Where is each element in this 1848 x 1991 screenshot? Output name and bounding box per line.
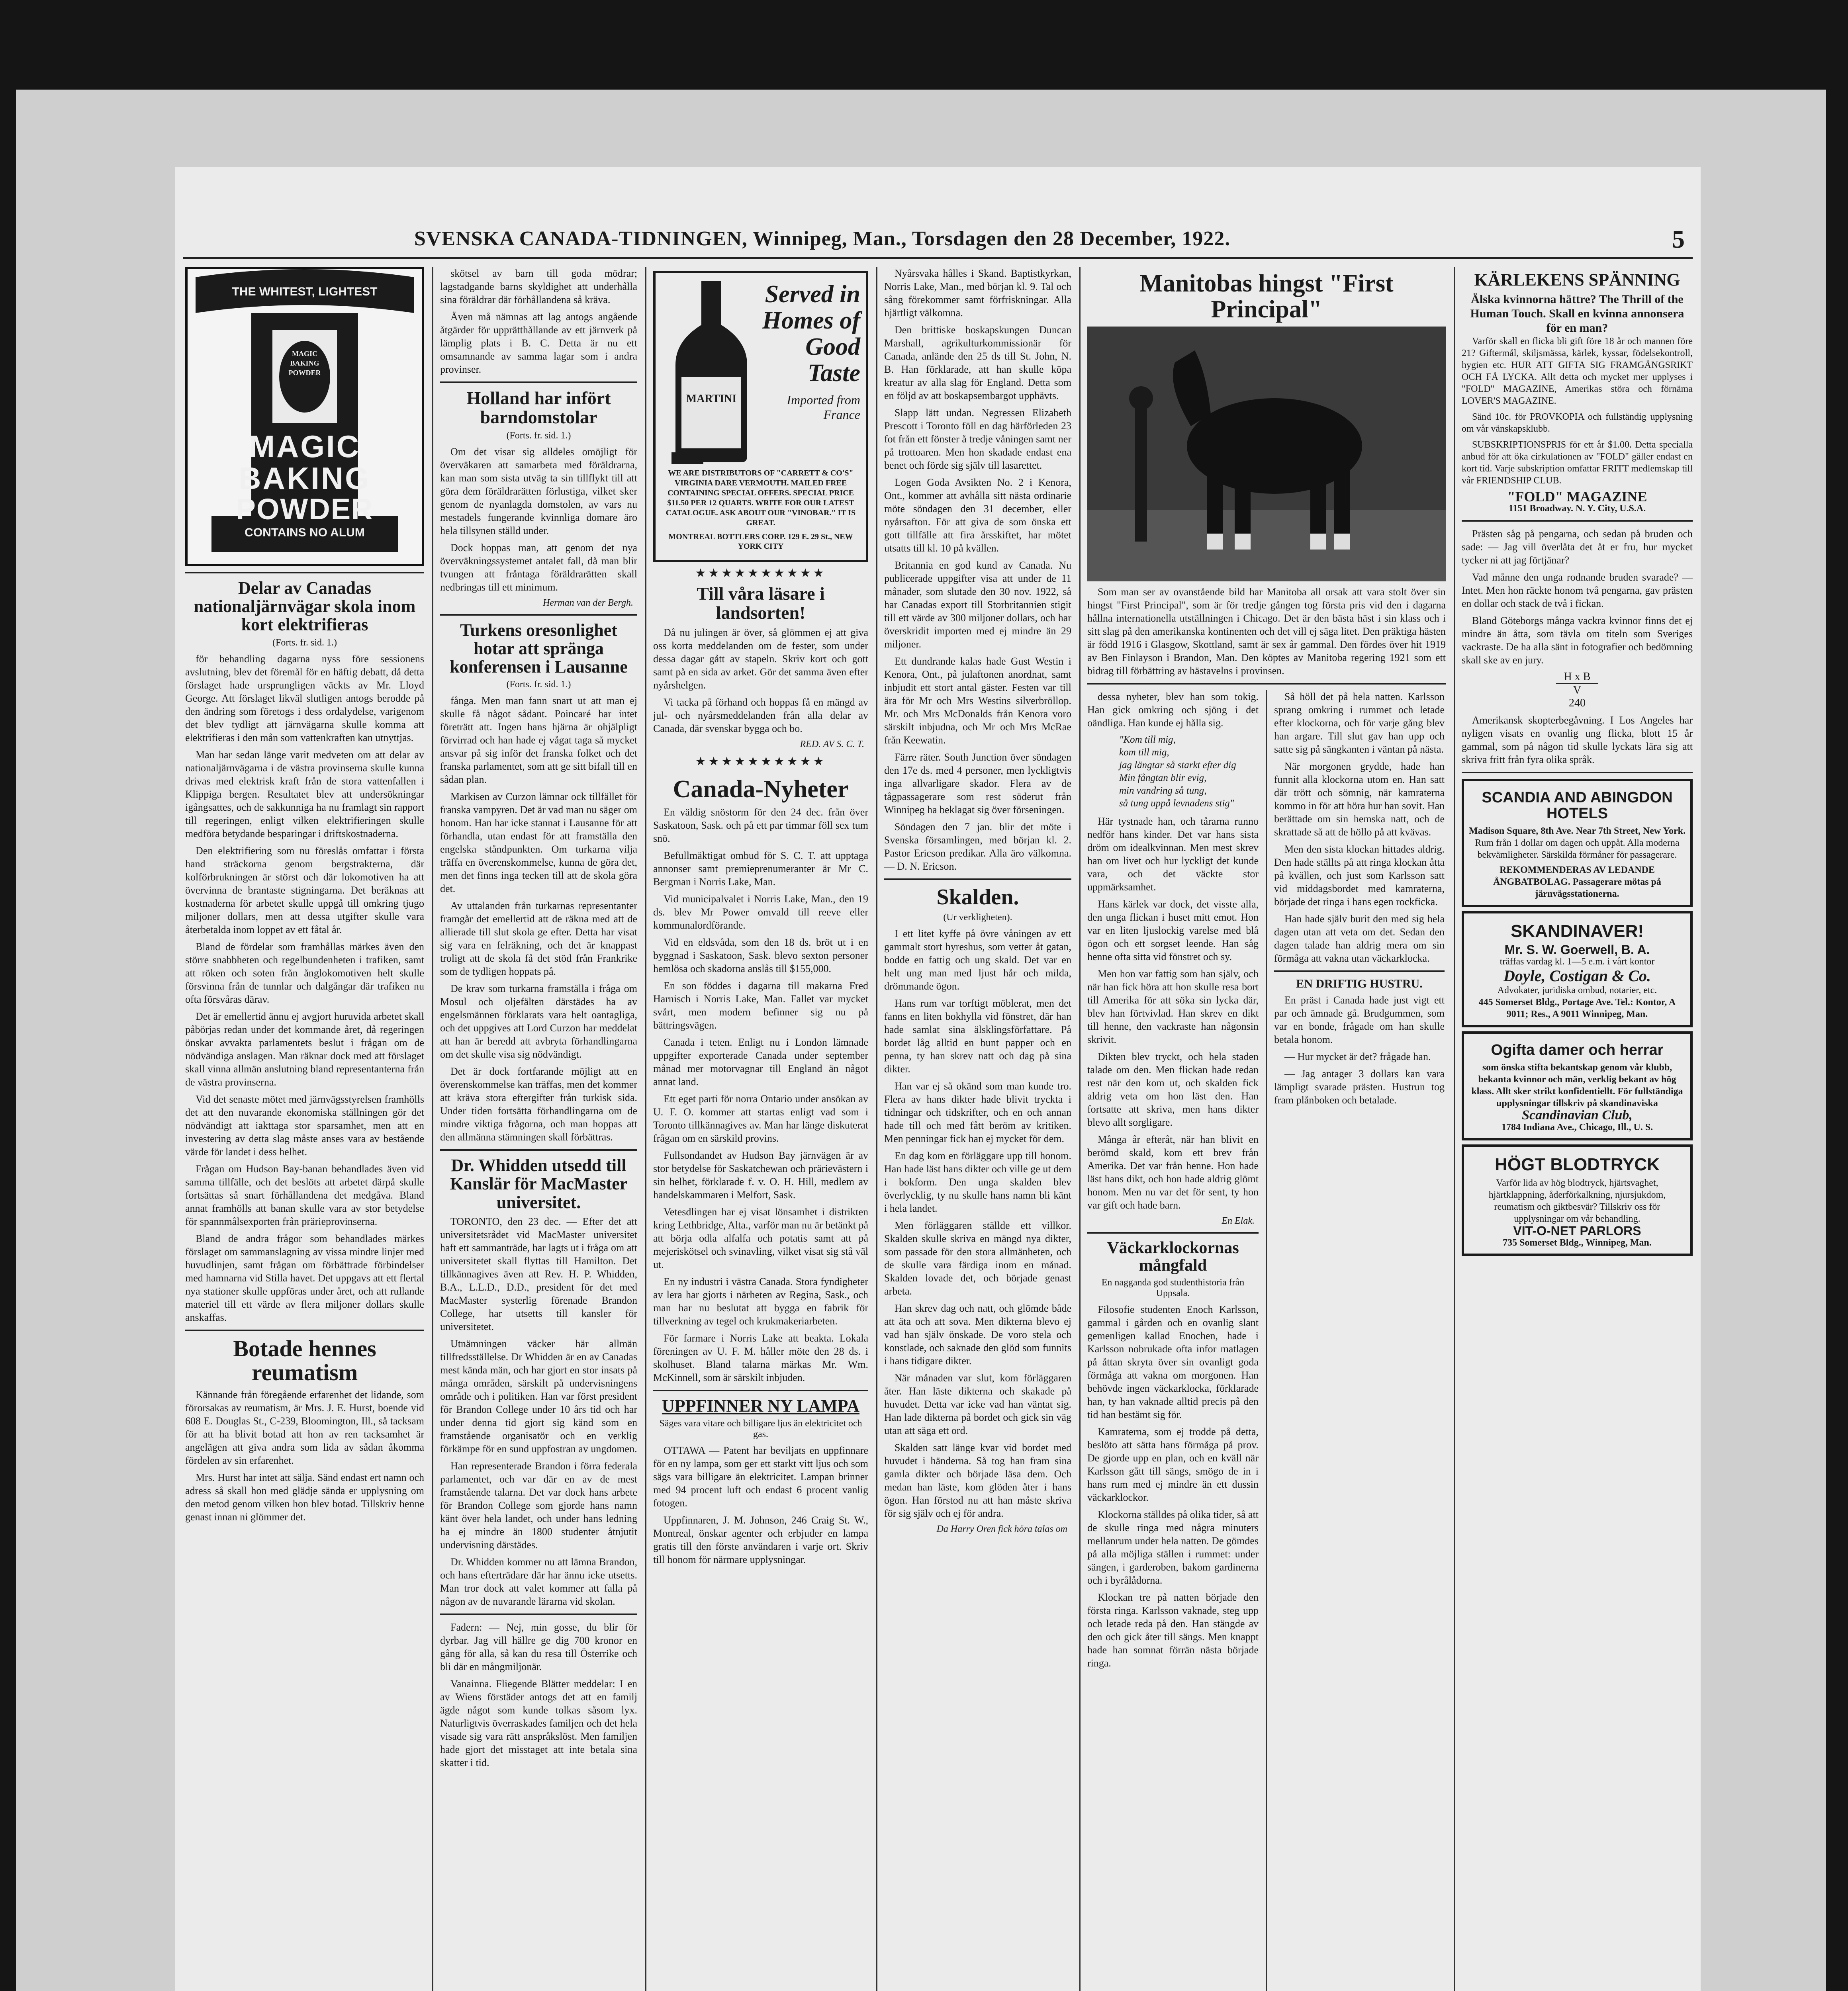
article-paragraph: Dock hoppas man, att genom det nya överväkningssystemet antalet fall, då man blir tvungen att fråntaga föräldrarätten skall nedbringas till ett minimum.	[440, 542, 637, 593]
news-item: En son föddes i dagarna till makarna Fred Harnisch i Norris Lake, Man. Fallet var mycket svårt, men modern befinner sig nu på bättringsvägen.	[653, 980, 868, 1031]
article-paragraph: Han representerade Brandon i förra federala parlamentet, och var där en av de mest framstående talarna. Det var dock hans arbete för Brandon College som gjorde hans namn känt över hela landet, och under hans ledning ha ej mindre än 1800 studenter åtnjutit undervisning därstädes.	[440, 1460, 637, 1551]
wine-bottle-icon	[664, 281, 759, 464]
news-item: För farmare i Norris Lake att beakta. Lokala föreningen av U. F. M. håller möte den 28 ds. i skolhuset. Bland talarna märkas Mr. Wm. McKinnell, som är särskilt inbjuden.	[653, 1332, 868, 1383]
column-divider	[645, 267, 646, 1991]
vackar-headline: Väckarklockornas mångfald	[1107, 1239, 1239, 1275]
section-rule	[440, 381, 637, 383]
driftig-headline: EN DRIFTIG HUSTRU.	[1296, 977, 1423, 991]
article-paragraph: En präst i Canada hade just vigt ett par och ämnade gå. Brudgummen, som var en bonde, frågade om han skulle betala honom.	[1274, 994, 1445, 1045]
poem-line: Min fångtan blir evig,	[1119, 773, 1207, 784]
article-paragraph: Han var ej så okänd som man kunde tro. Flera av hans dikter hade blivit tryckta i tidningar och tidskrifter, och en och annan hade till och med fått beröm av kritiken. Men penningar fick han ej mycket för dem.	[884, 1080, 1071, 1144]
column-2	[440, 267, 637, 1991]
news-item: Canada i teten. Enligt nu i London lämnade uppgifter exporterade Canada under september månad mer motorvagnar till England än något annat land.	[653, 1036, 868, 1087]
article-paragraph: Markisen av Curzon lämnar ock tillfället för franska vampyren. Det är vad man nu säger om honom. Han har icke stannat i Lausanne för att förhandla, utan endast för att framställa den engelska ståndpunkten. Om turkarna vilja träffa en överenskommelse, kunna de göra det, men det finns inga tecken till att de skola göra det.	[440, 791, 637, 895]
article-paragraph: Utnämningen väcker här allmän tillfredsställelse. Dr Whidden är en av Canadas mest kända män, och har gjort en stor insats på många områden, särskilt på undervisningens område och i politiken. Han var först president för Brandon College under 10 års tid och har under denna tid gjort sig känd som en framstående organisatör och en verklig förkämpe för en sund uppfostran av ungdomen.	[440, 1338, 637, 1455]
article-paragraph: Klockan tre på natten började den första ringa. Karlsson vaknade, steg upp och letade reda på den. Han stängde av den och gick åter till sängs. Men knappt hade han somnat förrän nästa började ringa.	[1087, 1592, 1259, 1669]
article-paragraph: Om det visar sig alldeles omöjligt för överväkaren att samarbeta med föräldrarna, kan man som sista utväg ta sin tillflykt till att göra dem föräldrarätten förlustiga, vilket sker genom de nyanlagda domstolen, av vars nu mestadels fungerande kvinnliga domare äro hela tillsynen ställd under.	[440, 446, 637, 536]
article-paragraph: fånga. Men man fann snart ut att man ej skulle få något sådant. Poincaré har intet företrätt att. Ingen hans hjärna är ohjälpligt förvirrad och han hade ej vågat taga så mycket ansvar på sig inför det franska folket och det franska parlamentet, som att ge sitt bifall till en sådan plan.	[440, 695, 637, 786]
article-paragraph: Skalden satt länge kvar vid bordet med huvudet i händerna. Så tog han fram sina gamla dikter och började läsa dem. Och medan han läste, kom glöden åter i hans ögon. Han förstod nu att han måste skriva för sig själv och ej för andra.	[884, 1441, 1071, 1519]
section-rule	[185, 1330, 424, 1331]
column-1	[185, 267, 424, 1991]
ad-headline: Ogifta damer och herrar	[1491, 1042, 1664, 1059]
magazine-address: 1151 Broadway. N. Y. City, U.S.A.	[1508, 503, 1646, 514]
ad-top-text: THE WHITEST, LIGHTEST	[232, 285, 378, 298]
article-paragraph: Kännande från föregående erfarenhet det lidande, som förorsakas av reumatism, är Mrs. J. E. Hurst, boende vid 608 E. Douglas St., C-239, Bloomington, Ill., så tacksam för att ha blivit botad att hon av ren tacksamhet är angelägen att giva andra som lida av sådan åkomma fördelen av sin erfarenhet.	[185, 1389, 424, 1467]
article-paragraph: Men förläggaren ställde ett villkor. Skalden skulle skriva en mängd nya dikter, som passade för den stora allmänheten, och de skulle vara färdiga inom en månad. Skalden lovade det, och började genast arbeta.	[884, 1219, 1071, 1297]
article-headline: Delar av Canadas nationaljärnvägar skola inom kort elektrifieras	[194, 578, 416, 635]
news-item: Logen Goda Avsikten No. 2 i Kenora, Ont., kommer att avhålla sitt nästa ordinarie möte söndagen den 31 december, eller nyårsafton. För att giva de som önska ett gott tillfälle att fira årsskiftet, har mötet utsatts till kl. 10 på kvällen.	[884, 477, 1071, 554]
canada-nyheter-headline: Canada-Nyheter	[673, 775, 849, 803]
skandinaver-ad	[1462, 911, 1693, 1027]
lawyer-name: Mr. S. W. Goerwell, B. A.	[1504, 943, 1650, 957]
article-paragraph: Prästen såg på pengarna, och sedan på bruden och sade: — Jag vill överlåta det åt er fru, hur mycket tycker ni att jag förtjänar?	[1462, 528, 1693, 566]
news-item: Nyårsvaka hålles i Skand. Baptistkyrkan, Norris Lake, Man., med början kl. 9. Tal och sång förekommer samt förfriskningar. Alla hjärtligt välkomna.	[884, 268, 1071, 319]
ogifta-ad	[1462, 1031, 1693, 1140]
page-number: 5	[1672, 225, 1685, 253]
column-5-divider	[1266, 690, 1267, 1991]
section-rule	[440, 1614, 637, 1615]
news-item: Vid en eldsvåda, som den 18 ds. bröt ut i en byggnad i Saskatoon, Sask. blevo sexton personer hemlösa och skadorna anslås till $155,000.	[653, 936, 868, 974]
section-rule	[1087, 1232, 1259, 1234]
article-paragraph: Mrs. Hurst har intet att sälja. Sänd endast ert namn och adress så skall hon med glädje sända er upplysning om den metod genom vilken hon blev botad. Tillskriv henne genast innan ni glömmer det.	[185, 1472, 424, 1523]
formula-denominator: V	[1573, 684, 1582, 697]
formula-value: 240	[1569, 697, 1586, 710]
article-paragraph: Man har sedan länge varit medveten om att delar av nationaljärnvägarna i de västra provinserna skulle kunna drivas med elektrisk kraft från de stora vattenfallen i Klippiga bergen. Resultatet blev att undersökningar igångsattes, och de sakkunniga ha nu framlagt sin rapport till regeringen, enligt vilken elektrifieringen skulle medföra betydande besparingar i driftskostnaderna.	[185, 749, 424, 839]
ad-text: Varför skall en flicka bli gift före 18 år och mannen före 21? Giftermål, skiljsmässa, kärlek, kyssar, födelsekontroll, hygien etc. HUR ATT GIFTA SIG FRAMGÅNGSRIKT OCH FÅ LYCKA. Allt detta och mycket mer upplyses i "FOLD" MAGAZINE, Amerikas störa och förnäma LOVER'S MAGAZINE.	[1462, 336, 1693, 407]
masthead-title: SVENSKA CANADA-TIDNINGEN, Winnipeg, Man., Torsdagen den 28 December, 1922.	[414, 227, 1231, 250]
article-paragraph: Frågan om Hudson Bay-banan behandlades även vid samma tillfälle, och det beslöts att arbetet därpå skulle fortsättas så snart förhållandena det medgåva. Bland annat framhölls att banan skulle vara av stor betydelse för spannmålsexporten från prärieprovinserna.	[185, 1163, 424, 1227]
article-paragraph: När månaden var slut, kom förläggaren åter. Han läste dikterna och skakade på huvudet. Detta var icke vad han väntat sig. Han lade dikterna på bordet och gick sin väg utan att säga ett ord.	[884, 1372, 1071, 1436]
column-divider	[1454, 267, 1455, 1991]
poem-line: kom till mig,	[1119, 747, 1169, 758]
article-paragraph: Men hon var fattig som han själv, och när han fick höra att hon skulle resa bort till Amerika för att söka sin lycka där, blev han förtvivlad. Han skrev en dikt till henne, den vackraste han någonsin skrivit.	[1087, 968, 1259, 1046]
club-name: Scandinavian Club,	[1522, 1108, 1633, 1123]
column-6	[1462, 267, 1693, 1991]
news-item: Slapp lätt undan. Negressen Elizabeth Prescott i Toronto föll en dag härförleden 23 fot från ett fönster å tredje våningen samt ner på trottoaren. Men hon skadade endast ena benet och förde sig själv till lasarettet.	[884, 407, 1071, 471]
ad-text: Sänd 10c. för PROVKOPIA och fullständig upplysning om vår vänskapsklubb.	[1462, 412, 1693, 434]
served-in-homes-ad	[653, 271, 868, 562]
magazine-name: "FOLD" MAGAZINE	[1507, 489, 1647, 505]
article-paragraph: Amerikansk skopterbegåvning. I Los Angeles har nyligen visats en ovanlig ung flicka, blott 15 år gammal, som på någon tid skulle lyckats lära sig att skriva fritt från fyra olika språk.	[1462, 714, 1693, 766]
article-paragraph: Klockorna ställdes på olika tider, så att de skulle ringa med några minuters mellanrum under hela natten. De gömdes på alla möjliga ställen i rummet: under sängen, i garderoben, bakom gardinerna och i byrålådorna.	[1087, 1509, 1259, 1586]
news-item: Britannia en god kund av Canada. Nu publicerade uppgifter visa att under de 11 månader, som slutade den 30 nov. 1922, så har Canadas export till Storbritannien stigit till ett värde av 300 miljoner dollars, och har överskridit importen med ej mindre än 29 miljoner.	[884, 559, 1071, 650]
article-paragraph: Han hade själv burit den med sig hela dagen utan att veta om det. Sedan den dagen talade han aldrig mera om sin förmåga att vakna utan väckarklocka.	[1274, 913, 1445, 964]
lasare-headline: Till våra läsare i landsorten!	[697, 583, 825, 623]
article-paragraph: OTTAWA — Patent har beviljats en uppfinnare för en ny lampa, som ger ett starkt vitt ljus och som sägs vara billigare än elektricitet. Lampan brinner med 94 procent luft och endast 6 procent vanlig fotogen.	[653, 1444, 868, 1509]
masthead	[175, 227, 1701, 259]
column-5-left	[1087, 690, 1259, 1674]
article-paragraph: för behandling dagarna nyss före sessionens avslutning, blev det föremål för en häftig debatt, då detta förslaget hade ursprungligen väckts av Mr. Lloyd George. Att förslaget likväl slutligen antogs berodde på den ändring som företogs i dess ordalydelse, varigenom det blev tydligt att järnvägarna skulle komma att elektrifieras i den mån som vattenkraften kan utnyttjas.	[185, 653, 424, 743]
article-paragraph: Hans rum var torftigt möblerat, men det fanns en liten bokhylla vid fönstret, där han hade samlat sina älsklingsförfattare. På bordet låg alltid en bunt papper och en penna, ty han skrev natt och dag på sina dikter.	[884, 997, 1071, 1075]
article-paragraph: Bland de fördelar som framhållas märkes även den större snabbheten och regelbundenheten i trafiken, samt att röken och soten från ånglokomotiven helt skulle försvinna från de tunnlar och dalgångar där trafiken nu ofta försvåras därav.	[185, 941, 424, 1005]
poem-line: jag längtar så starkt efter dig	[1119, 760, 1236, 771]
column-5-right	[1274, 690, 1445, 1111]
article-paragraph: Han skrev dag och natt, och glömde både att äta och att sova. Men dikterna blevo ej vad han själv önskade. De voro stela och konstlade, och saknade den glöd som funnits i hans tidigare dikter.	[884, 1302, 1071, 1367]
article-paragraph: Vid det senaste mötet med järnvägsstyrelsen framhölls det att den nuvarande ekonomiska ställningen gör det nödvändigt att iakttaga stor sparsamhet, men att en investering av detta slag måste anses vara av bestående värde för landet i dess helhet.	[185, 1093, 424, 1158]
section-rule	[1462, 772, 1693, 773]
article-paragraph: — Hur mycket är det? frågade han.	[1284, 1050, 1431, 1062]
news-item: Söndagen den 7 jan. blir det möte i Svenska församlingen, med början kl. 2. Pastor Ericson predikar. Alla äro välkomna. — D. N. Ericson.	[884, 821, 1071, 872]
column-divider	[432, 267, 433, 1991]
uppfinner-headline: UPPFINNER NY LAMPA	[662, 1396, 860, 1416]
horse-photo	[1087, 327, 1446, 581]
poem-line: så tung uppå levnadens stig"	[1119, 798, 1234, 809]
news-item: Befullmäktigat ombud för S. C. T. att upptaga annonser samt premieprenumeranter är Mr C. Bergman i Norris Lake, Man.	[653, 849, 868, 888]
column-divider	[876, 267, 877, 1991]
article-paragraph: TORONTO, den 23 dec. — Efter det att universitetsrådet vid MacMaster universitet haft ett sammanträde, har lagts ut i fråga om att universitetet skall flyttas till Hamilton. Det tillkännagives även att Rev. H. P. Whidden, B.A., L.L.D., D.D., president för det med MacMaster systerlig förenade Brandon College, har utsetts till kansler för universitetet.	[440, 1215, 637, 1332]
article-paragraph: Den elektrifiering som nu föreslås omfattar i första hand sträckorna genom bergstrakterna, där kolförbrukningen är störst och där lokomotiven ha att övervinna de brantaste stigningarna. Det beräknas att kostnaderna för arbetet skulle uppgå till omkring tjugo miljoner dollars, men att dessa utgifter skulle vara återbetalda inom loppet av ett fåtal år.	[185, 845, 424, 935]
article-paragraph: Även må nämnas att lag antogs angående åtgärder för upprätthållande av ett järnverk på lämplig plats i B. C. Detta är nu ett omsamnande av samma lagar som i andra provinser.	[440, 311, 637, 375]
article-paragraph: — Jag antager 3 dollars kan vara lämpligt svarade prästen. Hustrun tog fram plånboken och betalade.	[1274, 1068, 1445, 1106]
can-label: MAGIC BAKING POWDER	[288, 350, 321, 377]
section-rule	[653, 1390, 868, 1391]
stars-border: ★★★★★★★★★★	[695, 567, 826, 580]
column-4	[884, 267, 1071, 1991]
ad-company: MONTREAL BOTTLERS CORP. 129 E. 29 St., NEW YORK CITY	[668, 532, 853, 551]
blodtryck-ad	[1462, 1144, 1693, 1256]
news-item: Fullsondandet av Hudson Bay järnvägen är av stor betydelse för Saskatchewan och prärievästern i sin helhet, förklarade f. v. O. H. Hill, medlem av handelskammaren i Melfort, Sask.	[653, 1149, 868, 1201]
ad-body: träffas vardag kl. 1—5 e.m. i vårt kontor	[1500, 956, 1655, 967]
ad-footer: REKOMMENDERAS AV LEDANDE ÅNGBATBOLAG. Passagerare mötas på järnvägsstationerna.	[1493, 864, 1661, 899]
section-rule	[440, 614, 637, 616]
karlek-headline: KÄRLEKENS SPÄNNING	[1474, 270, 1680, 289]
stars-border: ★★★★★★★★★★	[695, 755, 826, 768]
firm-name: Doyle, Costigan & Co.	[1503, 967, 1651, 985]
article-paragraph: dessa nyheter, blev han som tokig. Han gick omkring och sjöng i det oändliga. Han kunde ej hålla sig.	[1087, 691, 1259, 729]
ad-word-powder: POWDER	[236, 493, 374, 526]
section-rule	[185, 572, 424, 573]
article-paragraph: Bland de andra frågor som behandlades märkes förslaget om sammanslagning av vissa mindre linjer med huvudlinjen, samt frågan om förbättrade förbindelser med hamnarna vid Stilla havet. Det uppgavs att ett flertal nya stationer skulle uppföras under året, och att rullande materiel till ett värde av flera miljoner dollars skulle anskaffas.	[185, 1232, 424, 1323]
ad-imported-text: Imported from France	[787, 393, 860, 422]
ad-body: som önska stifta bekantskap genom vår klubb, bekanta kvinnor och män, verklig bekant av hög klass. Allt sker strikt konfidentiellt. För fullständiga upplysningar tillskriv på skandinaviska	[1471, 1062, 1683, 1109]
article-paragraph: Fadern: — Nej, min gosse, du blir för dyrbar. Jag vill hällre ge dig 700 kronor en gång för alla, så kan du resa till Österrike och bli där en mångmiljonär.	[440, 1621, 637, 1672]
formula	[1462, 671, 1693, 710]
author-signature: Herman van der Bergh.	[542, 597, 633, 608]
article-paragraph: Dr. Whidden kommer nu att lämna Brandon, och hans efterträdare där har ännu icke utsetts. Man tror dock att valet kommer att falla på någon av de nuvarande lärarna vid skolan.	[440, 1556, 637, 1607]
skalden-subheadline: (Ur verkligheten).	[943, 912, 1012, 923]
article-paragraph: Det är dock fortfarande möjligt att en överenskommelse kan träffas, men det kommer att kräva stora eftergifter från turkisk sida. Under tiden fortsätta förhandlingarna om de mindre viktiga frågorna, och man hoppas att den allmänna stämningen skall förbättras.	[440, 1066, 637, 1143]
bottle-label: MARTINI	[686, 393, 737, 405]
ad-headline: SCANDIA AND ABINGDON HOTELS	[1482, 789, 1673, 822]
holland-headline: Holland har infört barndomstolar	[466, 388, 611, 428]
article-paragraph: Vanainna. Fliegende Blätter meddelar: I en av Wiens förstäder antogs det att en familj ägde något som kunde tolkas såsom lyx. Naturligtvis överraskades familjen och det hela visade sig vara rätt anspråkslöst. Men familjen hade gjort det misstaget att inte betala sina skatter i tid.	[440, 1678, 637, 1768]
section-rule	[1462, 520, 1693, 522]
ad-address: Madison Square, 8th Ave. Near 7th Street, New York.	[1469, 825, 1686, 836]
article-paragraph: Här tystnade han, och tårarna runno nedför hans kinder. Det var hans sista dröm om idealkvinnan. Men mest skrev han om livet och hur lyckligt det kunde vara, och det väckte stor uppmärksamhet.	[1087, 816, 1259, 893]
ad-word-magic: MAGIC	[249, 429, 360, 464]
article-paragraph: Men den sista klockan hittades aldrig. Den hade ställts på att ringa klockan åtta på kvällen, och just som Karlsson satt vid middagsbordet med kamraterna, började det ringa i hans egen rockficka.	[1274, 843, 1445, 908]
article-paragraph: Så höll det på hela natten. Karlsson sprang omkring i rummet och letade efter klockorna, och för varje gång blev han argare. Till slut gav han upp och satte sig på sängkanten i väntan på nästa.	[1274, 691, 1445, 755]
article-paragraph: De krav som turkarna framställa i fråga om Mosul och oljefälten därstädes ha av engelsmännen förklarats vara helt oantagliga, och det uppgives att Lord Curzon har meddelat att han är beredd att avbryta förhandlingarna om det skulle visa sig nödvändigt.	[440, 983, 637, 1060]
firm-description: Advokater, juridiska ombud, notarier, etc.	[1497, 985, 1657, 996]
section-rule	[884, 878, 1071, 880]
ad-body-text: WE ARE DISTRIBUTORS OF "CARRETT & CO'S" VIRGINIA DARE VERMOUTH. MAILED FREE CONTAINING SPECIAL OFFERS. SPECIAL PRICE $11.50 PER 12 QUARTS. WRITE FOR OUR LATEST CATALOGUE. ASK ABOUT OUR "VINOBAR." IT IS GREAT.	[666, 469, 856, 527]
ad-headline: Served in Homes of Good Taste	[762, 281, 860, 387]
continuation-line: Da Harry Oren fick höra talas om	[936, 1524, 1067, 1534]
masthead-rule	[183, 257, 1693, 259]
poem	[1119, 733, 1259, 810]
poem-line: "Kom till mig,	[1119, 734, 1176, 745]
editor-signature: RED. AV S. C. T.	[800, 739, 864, 749]
news-item: Ett eget parti för norra Ontario under ansökan av U. F. O. kommer att startas enligt vad som i Toronto tillkännagives av. Man har länge diskuterat frågan om en särskild provins.	[653, 1093, 868, 1144]
club-address: 1784 Indiana Ave., Chicago, Ill., U. S.	[1501, 1122, 1653, 1133]
column-divider	[1079, 267, 1081, 1991]
news-item: Den brittiske boskapskungen Duncan Marshall, agrikulturkommissionär för Canada, anlände den 25 ds till St. John, N. B. Han förklarade, att han skulle köpa kreatur av alla slag för England. Detta som en följd av att boskapsembargot upphävts.	[884, 324, 1071, 401]
company-address: 735 Somerset Bldg., Winnipeg, Man.	[1503, 1238, 1652, 1248]
news-item: Vid municipalvalet i Norris Lake, Man., den 19 ds. blev Mr Power omvald till reeve eller kommunalordförande.	[653, 893, 868, 931]
news-item: En ny industri i västra Canada. Stora fyndigheter av lera har gjorts i närheten av Regina, Sask., och man har nu beslutat att bygga en fabrik för tillverkning av tegel och krukmakeriarbeten.	[653, 1275, 868, 1327]
article-paragraph: Bland Göteborgs många vackra kvinnor finns det ej mindre än åtta, som tävla om titeln som Sveriges vackraste. De ha alla sänt in fotografier och bedömning skall ske av en jury.	[1462, 615, 1693, 666]
column-3	[653, 267, 868, 1991]
uppfinner-subheadline: Säges vara vitare och billigare ljus än elektricitet och gas.	[659, 1418, 862, 1439]
horse-headline: Manitobas hingst "First Principal"	[1139, 270, 1394, 323]
article-paragraph: När morgonen grydde, hade han funnit alla klockorna utom en. Han satt där trött och sömnig, när kamraterna kommo in för att höra hur han sovit. Han berättade om sin hemska natt, och de skrattade så att de höllo på att kvävas.	[1274, 761, 1445, 838]
continued-note: (Forts. fr. sid. 1.)	[506, 679, 571, 690]
news-item: En väldig snöstorm för den 24 dec. från över Saskatoon, Sask. och på ett par timmar föll sex tum snö.	[653, 806, 868, 844]
skalden-headline: Skalden.	[936, 885, 1019, 909]
firm-address: 445 Somerset Bldg., Portage Ave. Tel.: Kontor, A 9011; Res., A 9011 Winnipeg, Man.	[1478, 997, 1676, 1020]
whidden-headline: Dr. Whidden utsedd till Kanslär för MacMaster universitet.	[450, 1156, 628, 1212]
article-paragraph: Filosofie studenten Enoch Karlsson, gammal i gården och en ovanlig slant gemenligen kallad Enochen, hade i Karlsson nobrukade ofta infor matlagen på åttan skryta över sin ovanligt goda förmåga att vakna om morgonen. Han behövde ingen väckarklocka, förklarade han, ty han vaknade alltid precis på den tid han bestämt sig för.	[1087, 1304, 1259, 1421]
newspaper-page	[175, 167, 1701, 1991]
karlek-subheadline: Älska kvinnorna hättre? The Thrill of the Human Touch. Skall en kvinna annonsera för en man?	[1470, 293, 1684, 335]
news-item: Ett dundrande kalas hade Gust Westin i Kenora, Ont., på julaftonen anordnat, samt inbjudit ett stort antal gäster. Festen var till ära för Mr och Mrs Westins silverbröllop. Mr. och Mrs McDonalds från Kenora voro särskilt inbjudna, och Mr och Mrs McRae från Keewatin.	[884, 655, 1071, 746]
article-paragraph: Av uttalanden från turkarnas representanter framgår det emellertid att de räkna med att de allierade till slut skola ge efter. Detta har visat sig vara en felräkning, och det är knappast troligt att de skola få det stöd från Frankrike som de tydligen hoppats på.	[440, 900, 637, 978]
ad-bottom-text: CONTAINS NO ALUM	[245, 526, 365, 539]
news-item: Vetesdlingen har ej visat lönsamhet i distrikten kring Lethbridge, Alta., varför man nu är betänkt på att börja odla alfalfa och potatis samt att på mejeriskötsel och svinavling, vilket visat sig stå väl ut.	[653, 1206, 868, 1270]
continued-note: (Forts. fr. sid. 1.)	[506, 430, 571, 441]
news-item: Färre räter. South Junction över söndagen den 17e ds. med 4 personer, men lyckligtvis inga allvarligare skador. Flera av de tågpassagerare som rest söderut från Winnipeg ha beklagat sig över förseningen.	[884, 751, 1071, 816]
article-paragraph: Vad månne den unga rodnande bruden svarade? — Intet. Men hon räckte honom två pengarna, gav prästen en dollar och stack de två i fickan.	[1462, 571, 1693, 610]
ad-headline: HÖGT BLODTRYCK	[1495, 1155, 1660, 1175]
formula-numerator: H x B	[1556, 671, 1599, 684]
article-paragraph: Vi tacka på förhand och hoppas få en mängd av jul- och nyårsmeddelanden från alla delar av Canada, där svenskar bygga och bo.	[653, 696, 868, 734]
article-paragraph: Kamraterna, som ej trodde på detta, beslöto att sätta hans förmåga på prov. De gjorde upp en plan, och en kväll när Karlsson gått till sängs, smögo de in i hans rum med ej mindre än ett dussin väckarklockor.	[1087, 1426, 1259, 1504]
article-paragraph: En dag kom en förläggare upp till honom. Han hade läst hans dikter och ville ge ut dem i bokform. Den unga skalden blev överlycklig, ty nu skulle hans namn bli känt i hela landet.	[884, 1150, 1071, 1214]
magic-baking-powder-ad	[185, 267, 424, 566]
section-rule	[1087, 683, 1446, 685]
article-paragraph: Dikten blev tryckt, och hela staden talade om den. Men flickan hade redan rest när den kom ut, och skalden fick aldrig veta om hon läst den. Han fortsatte att skriva, men hans dikter blevo allt sorgligare.	[1087, 1051, 1259, 1128]
article-paragraph: skötsel av barn till goda mödrar; lagstadgande barns skyldighet att underhålla sina föräldrar där förhållandena så kräva.	[440, 268, 637, 305]
article-paragraph: Många år efteråt, när han blivit en berömd skald, kom ett brev från Amerika. Det var från henne. Hon hade läst hans dikt, och hon hade aldrig glömt honom. Men nu var det för sent, ty hon var gift och hade barn.	[1087, 1134, 1259, 1211]
ad-body: Varför lida av hög blodtryck, hjärtsvaghet, hjärtklappning, åderförkalkning, njursjukdom, reumatism och giktbesvär? Tillskriv oss för upplysningar om vår behandling.	[1488, 1178, 1666, 1224]
ad-body: Rum från 1 dollar om dagen och uppåt. Alla moderna bekvämligheter. Särskilda förmåner för passagerare.	[1475, 837, 1680, 860]
botade-headline: Botade hennes reumatism	[233, 1335, 376, 1386]
article-paragraph: I ett litet kyffe på övre våningen av ett gammalt stort hyreshus, som vetter åt gatan, bodde en fattig och ung skald. Det var en helt ung man med ljust hår och milda, drömmande ögon.	[884, 927, 1071, 992]
horse-icon	[1087, 327, 1446, 581]
section-rule	[1274, 970, 1445, 972]
article-paragraph: Hans kärlek var dock, det visste alla, den unga flickan i huset mitt emot. Hon var en liten ljuslockig varelse med blå ögon och ett sorgset leende. Han såg henne ofta sitta vid fönstret och sy.	[1087, 898, 1259, 963]
author-signature: En Elak.	[1222, 1216, 1255, 1226]
article-paragraph: Uppfinnaren, J. M. Johnson, 246 Craig St. W., Montreal, önskar agenter och erbjuder en lampa gratis till den förste användaren i varje ort. Skriv till honom för närmare upplysningar.	[653, 1514, 868, 1565]
continued-note: (Forts. fr. sid. 1.)	[272, 637, 337, 648]
poem-line: min vandring så tung,	[1119, 785, 1207, 796]
vackar-subheadline: En nagganda god studenthistoria från Uppsala.	[1101, 1277, 1245, 1299]
scandia-hotels-ad	[1462, 779, 1693, 907]
company-name: VIT-O-NET PARLORS	[1513, 1224, 1641, 1238]
article-paragraph: Då nu julingen är över, så glömmen ej att giva oss korta meddelanden om de fester, som under dessa dagar gått av stapeln. Skriv kort och gott samt på en sida av arket. Gör det samma även efter nyårshelgen.	[653, 626, 868, 691]
turken-headline: Turkens oresonlighet hotar att spränga konferensen i Lausanne	[450, 620, 628, 677]
column-5	[1087, 267, 1446, 1991]
photo-caption: Som man ser av ovanstående bild har Manitoba all orsak att vara stolt över sin hingst "First Principal", som är för tredje gången tog första pris vid den i dagarna hållna internationella utställningen i Chicago. Det är den bästa häst i sin klass och i sitt slag på den amerikanska kontinenten och det vill ej säga litet. Den präktiga hästen är född 1916 i Glasgow, Skottland, samt är sex år gammal. Den fördes över hit 1919 av Ben Finlayson i Brandon, Man. Den köptes av Manitoba regering 1921 som ett bidrag till förbättring av hästavelns i provinsen.	[1087, 586, 1446, 677]
article-paragraph: Det är emellertid ännu ej avgjort huruvida arbetet skall påbörjas redan under det kommande året, då regeringen önskar avvakta parlamentets beslut i frågan om de nödvändiga anslagen. Man räknar dock med att förslaget skall vinna allmän anslutning bland representanterna från de västra provinserna.	[185, 1010, 424, 1088]
ad-text: SUBSKRIPTIONSPRIS för ett år $1.00. Detta specialla anbud för att öka cirkulationen av "FOLD" gäller endast en kort tid. Varje subskription omfattar FRITT medlemskap till vår FRIENDSHIP CLUB.	[1462, 440, 1693, 486]
ad-word-baking: BAKING	[239, 461, 371, 496]
ad-headline: SKANDINAVER!	[1510, 921, 1644, 941]
section-rule	[440, 1149, 637, 1151]
